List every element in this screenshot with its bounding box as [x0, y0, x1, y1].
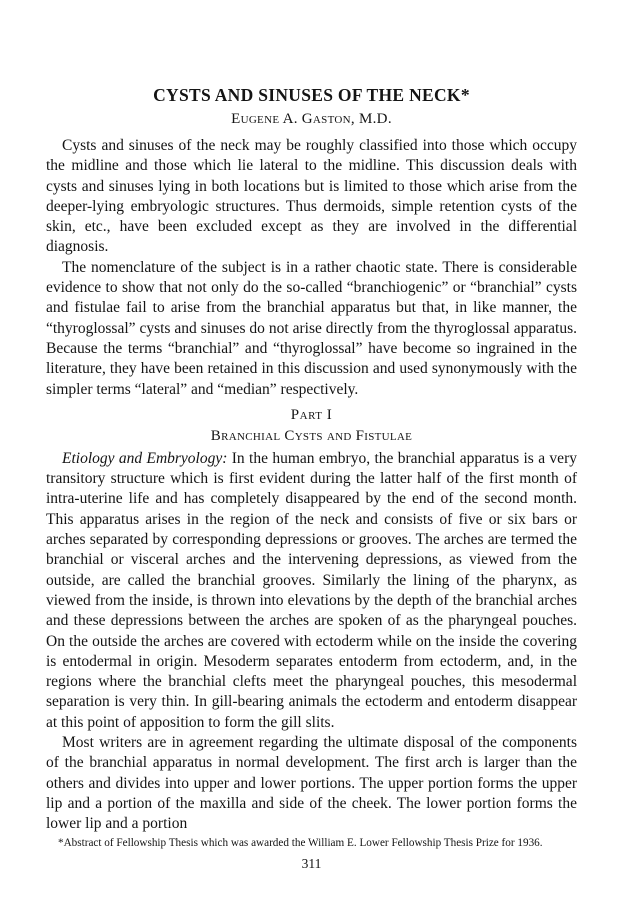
article-page [46, 84, 577, 872]
etiology-text: In the human embryo, the branchial apparatus is a very transitory structure which is first evident during the latter half of the first month of intra-uterine life and has completely disappeared by the end of the second month. This apparatus arises in the region of the neck and consists of five or six bars or arches separated by corresponding depressions or grooves. The arches are termed the branchial or visceral arches and the intervening depressions, as viewed from the outside, are called the branchial grooves. Similarly the lining of the pharynx, as viewed from the inside, is thrown into elevations by the depth of the branchial arches and these depressions between the arches are spoken of as the pharyngeal pouches. On the outside the arches are covered with ectoderm while on the inside the covering is entodermal in origin. Mesoderm separates entoderm from ectoderm, and, in the regions where the branchial clefts meet the pharyngeal pouches, this mesodermal separation is very thin. In gill-bearing animals the ectoderm and entoderm disappear at this point of apposition to form the gill slits. [46, 449, 577, 731]
article-author: Eugene A. Gaston, M.D. [231, 111, 392, 127]
section-heading: Branchial Cysts and Fistulae [210, 427, 413, 444]
body-paragraph-arch-components: Most writers are in agreement regarding the ultimate disposal of the components of the branchial apparatus in normal development. The first arch is larger than the others and divides into upper and lower portions. The upper portion forms the upper lip and a portion of the maxilla and side of the cheek. The lower portion forms the lower lip and a portion [46, 734, 577, 833]
page-number: 311 [301, 856, 322, 871]
article-title: CYSTS AND SINUSES OF THE NECK* [153, 85, 470, 105]
body-paragraph-etiology [46, 449, 577, 733]
etiology-lead: Etiology and Embryology: [62, 449, 228, 467]
article-body [46, 136, 577, 835]
body-paragraph-classification: Cysts and sinuses of the neck may be roughly classified into those which occupy the midline and those which lie lateral to the midline. This discussion deals with cysts and sinuses lying in both locations but is limited to those which arise from the deeper-lying embryologic structures. Thus dermoids, simple retention cysts of the skin, etc., have been excluded except as they are involved in the differential diagnosis. [46, 137, 577, 256]
footnote: *Abstract of Fellowship Thesis which was awarded the William E. Lower Fellowship Thesis Prize for 1936. [58, 836, 543, 849]
part-heading: Part I [290, 406, 333, 423]
body-paragraph-nomenclature: The nomenclature of the subject is in a rather chaotic state. There is considerable evidence to show that not only do the so-called “branchiogenic” or “branchial” cysts and fistulae fail to arise from the branchial apparatus but that, in like manner, the “thyroglossal” cysts and sinuses do not arise directly from the thyroglossal apparatus. Because the terms “branchial” and “thyroglossal” have become so ingrained in the literature, they have been retained in this discussion and used synonymously with the simpler terms “lateral” and “median” respectively. [46, 258, 577, 398]
